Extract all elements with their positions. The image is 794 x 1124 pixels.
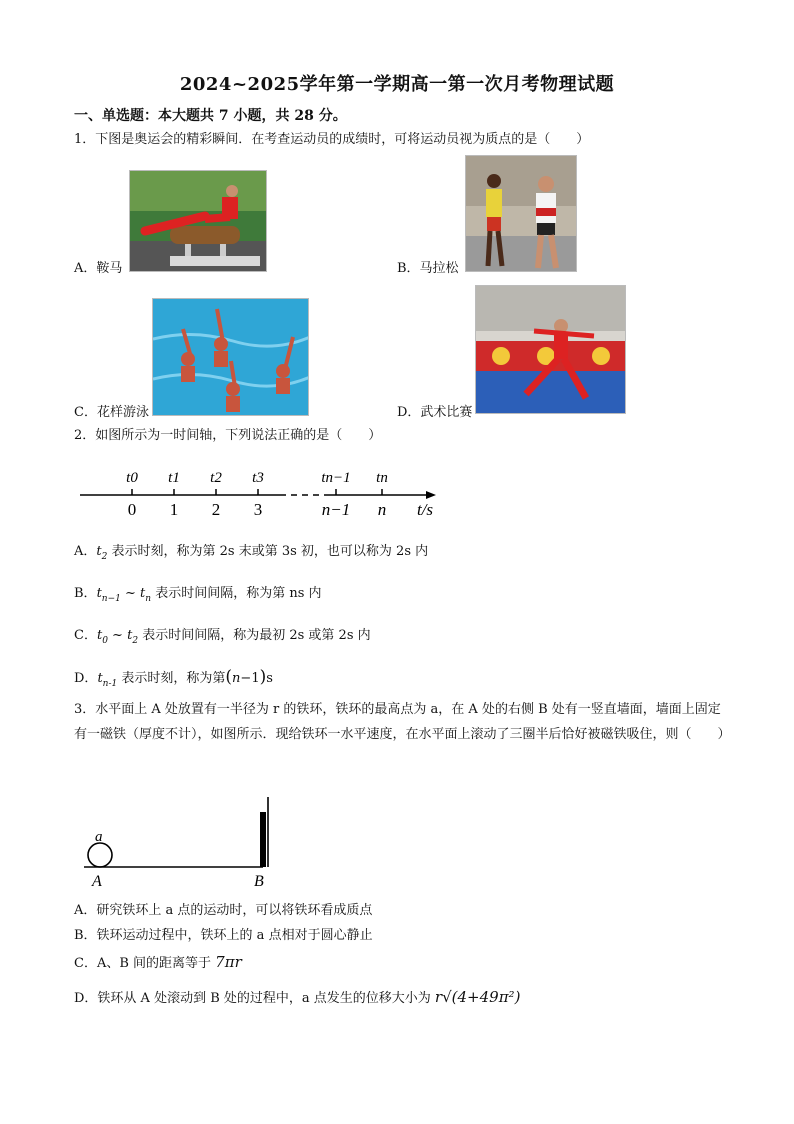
q3-option-d[interactable] <box>74 988 520 1008</box>
label-B: B <box>254 873 264 890</box>
q3-option-d-text: D．铁环从 A 处滚动到 B 处的过程中，a 点发生的位移大小为 <box>74 991 431 1006</box>
tick-label-tn: tn <box>376 470 388 486</box>
page-title: 2024~2025学年第一学期高一第一次月考物理试题 <box>179 74 615 95</box>
tick-value-n: n <box>377 500 387 519</box>
q3-option-c[interactable] <box>74 953 242 973</box>
q3-option-c-formula: 7πr <box>215 953 242 971</box>
synchronized-swimming-photo <box>152 298 309 416</box>
q2-option-d-text: 表示时刻，称为第 <box>121 671 226 686</box>
q1-option-b[interactable]: B．马拉松 <box>397 261 459 276</box>
q2-option-d[interactable]: D．$t_{n-1}$ 表示时刻，称为第(n−1)s <box>74 667 273 689</box>
axis-unit-label: t/s <box>416 500 434 519</box>
wushu-photo <box>475 285 626 414</box>
q2-option-c[interactable]: C．$t_0$ ~ $t_2$ 表示时间间隔，称为最初 2s 或第 2s 内 <box>74 628 371 646</box>
axis-arrow-icon <box>426 491 436 499</box>
q2-option-b-text: 表示时间间隔，称为第 ns 内 <box>155 586 322 601</box>
iron-ring <box>88 843 112 867</box>
q2-stem: 2．如图所示为一时间轴，下列说法正确的是（ ） <box>74 428 382 443</box>
q1-option-c[interactable]: C．花样游泳 <box>74 405 149 420</box>
q1-option-a[interactable]: A．鞍马 <box>74 261 123 276</box>
q2-option-a[interactable]: A．$t_2$ 表示时刻，称为第 2s 末或第 3s 初，也可以称为 2s 内 <box>74 544 429 562</box>
q3-option-d-formula: r√(4+49π²) <box>434 988 521 1006</box>
time-axis-figure <box>80 465 440 525</box>
q2-option-c-text: 表示时间间隔，称为最初 2s 或第 2s 内 <box>142 628 371 643</box>
q2-option-b[interactable]: B．$t_{n-1}$ ~ $t_n$ 表示时间间隔，称为第 ns 内 <box>74 586 322 604</box>
tick-value-n-1: n−1 <box>321 500 351 519</box>
marathon-photo <box>465 155 577 272</box>
tick-label-tn-1: tn−1 <box>321 470 351 486</box>
magnet <box>260 812 266 867</box>
q3-option-b[interactable]: B．铁环运动过程中，铁环上的 a 点相对于圆心静止 <box>74 928 373 943</box>
tick-label-t1: t1 <box>168 470 180 486</box>
q3-stem: 3．水平面上 A 处放置有一半径为 r 的铁环，铁环的最高点为 a，在 A 处的右侧 B 处有一竖直墙面，墙面上固定有一磁铁（厚度不计），如图所示．现给铁环一水平速度，在水平面上滚动了三圈半后恰好被磁铁吸住，则（ ） <box>74 702 731 742</box>
tick-label-t0: t0 <box>126 470 138 486</box>
label-A: A <box>92 873 102 890</box>
tick-value-2: 2 <box>211 500 221 519</box>
q1-option-d[interactable]: D．武术比赛 <box>397 405 473 420</box>
tick-label-t2: t2 <box>210 470 222 486</box>
q2-option-a-text: 表示时刻，称为第 2s 末或第 3s 初，也可以称为 2s 内 <box>111 544 429 559</box>
label-a: a <box>95 829 103 845</box>
tick-label-t3: t3 <box>252 470 264 486</box>
tick-value-0: 0 <box>127 500 137 519</box>
pommel-horse-photo <box>129 170 267 272</box>
tick-value-3: 3 <box>253 500 263 519</box>
tick-value-1: 1 <box>169 500 179 519</box>
section-heading: 一、单选题：本大题共 7 小题，共 28 分。 <box>74 108 347 124</box>
iron-ring-figure <box>80 792 280 892</box>
q3-option-c-text: C．A、B 间的距离等于 <box>74 956 212 971</box>
q3-option-a[interactable]: A．研究铁环上 a 点的运动时，可以将铁环看成质点 <box>74 903 373 918</box>
q1-stem: 1．下图是奥运会的精彩瞬间．在考查运动员的成绩时，可将运动员视为质点的是（ ） <box>74 132 590 147</box>
